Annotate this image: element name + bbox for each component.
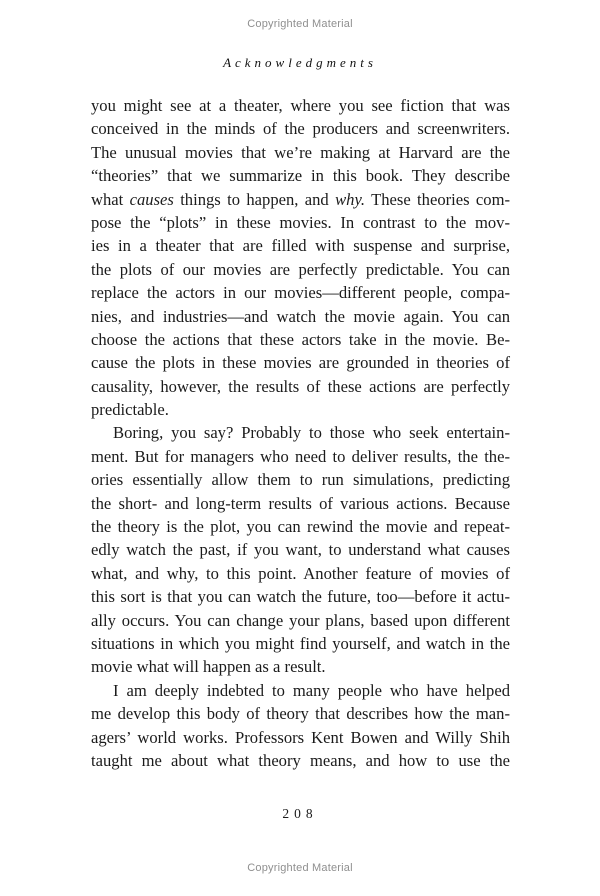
text-line: conceived in the minds of the producers and screenwriters. bbox=[91, 119, 510, 139]
text-line: edly watch the past, if you want, to understand what causes bbox=[91, 540, 510, 560]
text-line: cause the plots in these movies are grounded in theories of bbox=[91, 353, 510, 373]
text-line: ories essentially allow them to run simulations, predicting bbox=[91, 470, 510, 490]
text-line: the short- and long-term results of various actions. Because bbox=[91, 493, 510, 513]
text-line: the plots of our movies are perfectly predictable. You can bbox=[91, 259, 510, 279]
text-line: agers’ world works. Professors Kent Bowen and Willy Shih bbox=[91, 727, 510, 747]
text-line: causality, however, the results of these actions are perfectly bbox=[91, 376, 510, 396]
page-number: 208 bbox=[282, 806, 318, 821]
copyright-notice-top: Copyrighted Material bbox=[247, 18, 353, 30]
text-line: predictable. bbox=[91, 400, 169, 420]
text-line: the theory is the plot, you can rewind the movie and repeat- bbox=[91, 517, 510, 537]
text-line: what causes things to happen, and why. These theories com- bbox=[91, 189, 511, 209]
text-line: situations in which you might find yourself, and watch in the bbox=[91, 633, 510, 653]
text-line: movie what will happen as a result. bbox=[91, 657, 326, 677]
copyright-notice-bottom: Copyrighted Material bbox=[247, 862, 353, 874]
text-line: replace the actors in our movies—different people, compa- bbox=[91, 283, 510, 303]
chapter-header: Acknowledgments bbox=[223, 55, 377, 70]
text-line: The unusual movies that we’re making at Harvard are the bbox=[91, 142, 510, 162]
text-line: “theories” that we summarize in this book. They describe bbox=[91, 166, 510, 186]
text-line: choose the actions that these actors take in the movie. Be- bbox=[91, 329, 510, 349]
text-line: ment. But for managers who need to deliver results, the the- bbox=[91, 446, 510, 466]
text-line: what, and why, to this point. Another feature of movies of bbox=[91, 563, 510, 583]
text-line: nies, and industries—and watch the movie again. You can bbox=[91, 306, 510, 326]
text-line: taught me about what theory means, and how to use the bbox=[91, 750, 510, 770]
text-line: ies in a theater that are filled with suspense and surprise, bbox=[91, 236, 510, 256]
text-line: you might see at a theater, where you see fiction that was bbox=[91, 96, 510, 115]
text-line: Boring, you say? Probably to those who seek entertain- bbox=[113, 423, 510, 443]
text-line: this sort is that you can watch the future, too—before it actu- bbox=[91, 587, 510, 607]
text-line: ally occurs. You can change your plans, based upon different bbox=[91, 610, 510, 630]
text-line: I am deeply indebted to many people who have helped bbox=[113, 680, 510, 700]
text-line: pose the “plots” in these movies. In contrast to the mov- bbox=[91, 212, 510, 232]
body-text bbox=[91, 94, 510, 772]
text-line: me develop this body of theory that describes how the man- bbox=[91, 704, 510, 724]
